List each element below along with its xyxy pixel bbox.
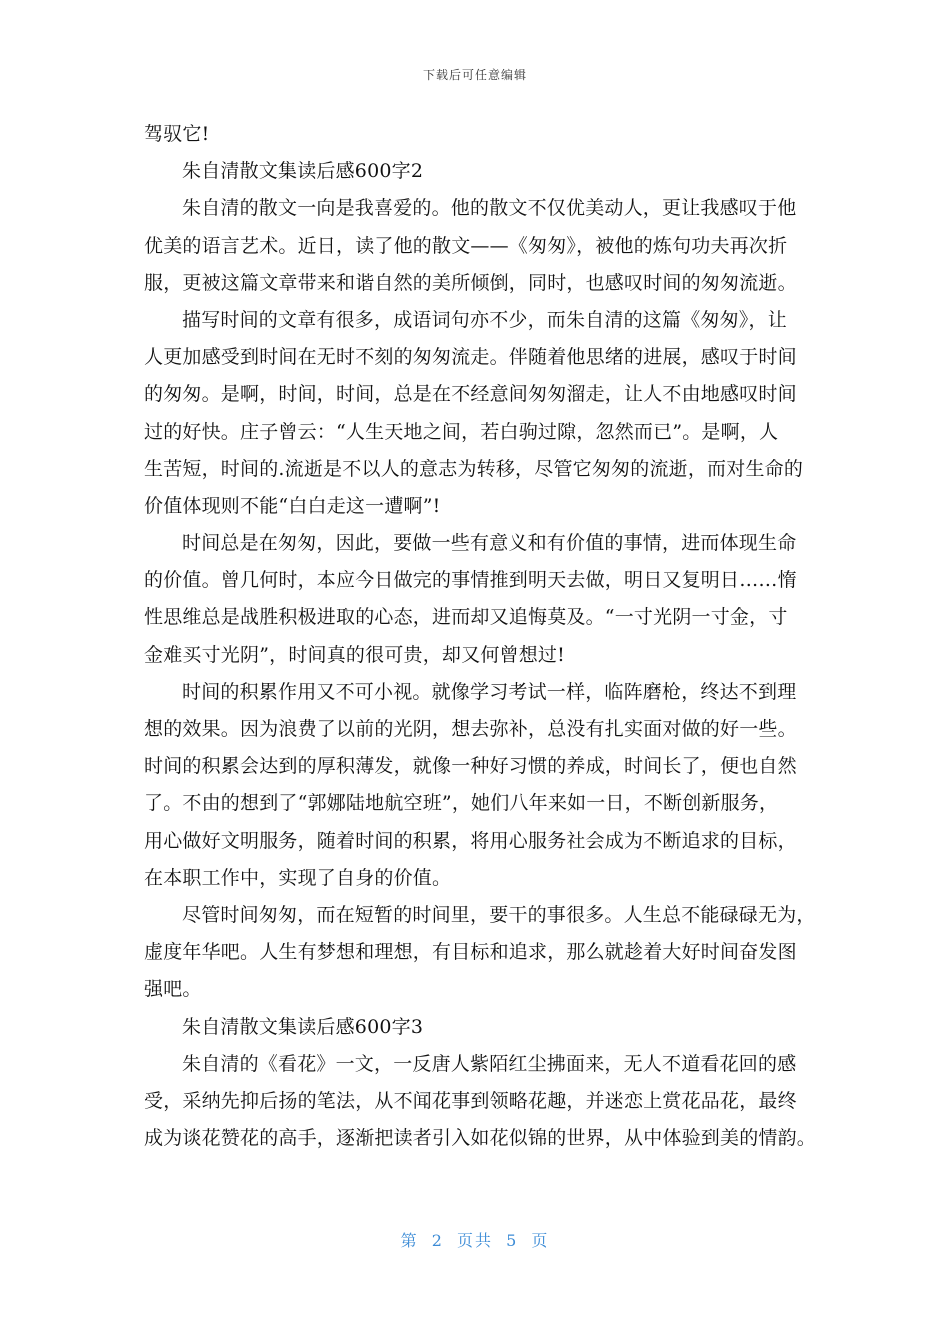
- text-line: 朱自清散文集读后感600字3: [182, 1015, 424, 1038]
- text-line: 成为谈花赞花的高手，逐渐把读者引入如花似锦的世界，从中体验到美的情韵。: [144, 1127, 817, 1150]
- text-line: 用心做好文明服务，随着时间的积累，将用心服务社会成为不断追求的目标，: [144, 829, 797, 852]
- text-line: 想的效果。因为浪费了以前的光阴，想去弥补，总没有扎实面对做的好一些。: [144, 718, 797, 740]
- text-line: 驾驭它!: [144, 123, 210, 145]
- text-line: 的匆匆。是啊，时间，时间，总是在不经意间匆匆溜走，让人不由地感叹时间: [144, 383, 797, 406]
- text-line: 优美的语言艺术。近日，读了他的散文——《匆匆》，被他的炼句功夫再次折: [144, 234, 788, 257]
- text-line: 受，采纳先抑后扬的笔法，从不闻花事到领略花趣，并迷恋上赏花品花，最终: [144, 1089, 797, 1112]
- text-line: 时间总是在匆匆，因此，要做一些有意义和有价值的事情，进而体现生命: [182, 532, 797, 555]
- text-line: 强吧。: [144, 978, 202, 1001]
- text-line: 过的好快。庄子曾云：“人生天地之间，若白驹过隙，忽然而已”。是啊，人: [144, 420, 779, 443]
- page-header: 下载后可任意编辑: [422, 68, 527, 82]
- text-line: 时间的积累作用又不可小视。就像学习考试一样，临阵磨枪，终达不到理: [182, 680, 797, 703]
- text-line: 的价值。曾几何时，本应今日做完的事情推到明天去做，明日又复明日……惰: [144, 569, 797, 592]
- page-footer: 第 2 页共 5 页: [400, 1231, 550, 1250]
- text-line: 人更加感受到时间在无时不刻的匆匆流走。伴随着他思绪的进展，感叹于时间: [144, 346, 797, 369]
- text-line: 价值体现则不能“白白走这一遭啊”!: [144, 494, 441, 517]
- document-body: [144, 116, 817, 1157]
- text-line: 了。不由的想到了“郭娜陆地航空班”，她们八年来如一日，不断创新服务，: [144, 792, 779, 815]
- text-line: 在本职工作中，实现了自身的价值。: [144, 866, 452, 889]
- text-line: 性思维总是战胜积极进取的心态，进而却又追悔莫及。“一寸光阴一寸金，寸: [144, 606, 788, 629]
- text-line: 朱自清散文集读后感600字2: [182, 160, 424, 183]
- text-line: 金难买寸光阴”，时间真的很可贵，却又何曾想过!: [144, 643, 565, 666]
- text-line: 时间的积累会达到的厚积薄发，就像一种好习惯的养成，时间长了，便也自然: [144, 755, 797, 778]
- text-line: 朱自清的散文一向是我喜爱的。他的散文不仅优美动人，更让我感叹于他: [182, 197, 797, 220]
- text-line: 描写时间的文章有很多，成语词句亦不少，而朱自清的这篇《匆匆》，让: [182, 308, 787, 331]
- text-line: 尽管时间匆匆，而在短暂的时间里，要干的事很多。人生总不能碌碌无为，: [182, 903, 816, 926]
- text-line: 服，更被这篇文章带来和谐自然的美所倾倒，同时，也感叹时间的匆匆流逝。: [144, 271, 797, 294]
- text-line: 朱自清的《看花》一文，一反唐人紫陌红尘拂面来，无人不道看花回的感: [182, 1052, 797, 1075]
- text-line: 虚度年华吧。人生有梦想和理想，有目标和追求，那么就趁着大好时间奋发图: [144, 941, 797, 964]
- text-line: 生苦短，时间的.流逝是不以人的意志为转移，尽管它匆匆的流逝，而对生命的: [144, 457, 804, 480]
